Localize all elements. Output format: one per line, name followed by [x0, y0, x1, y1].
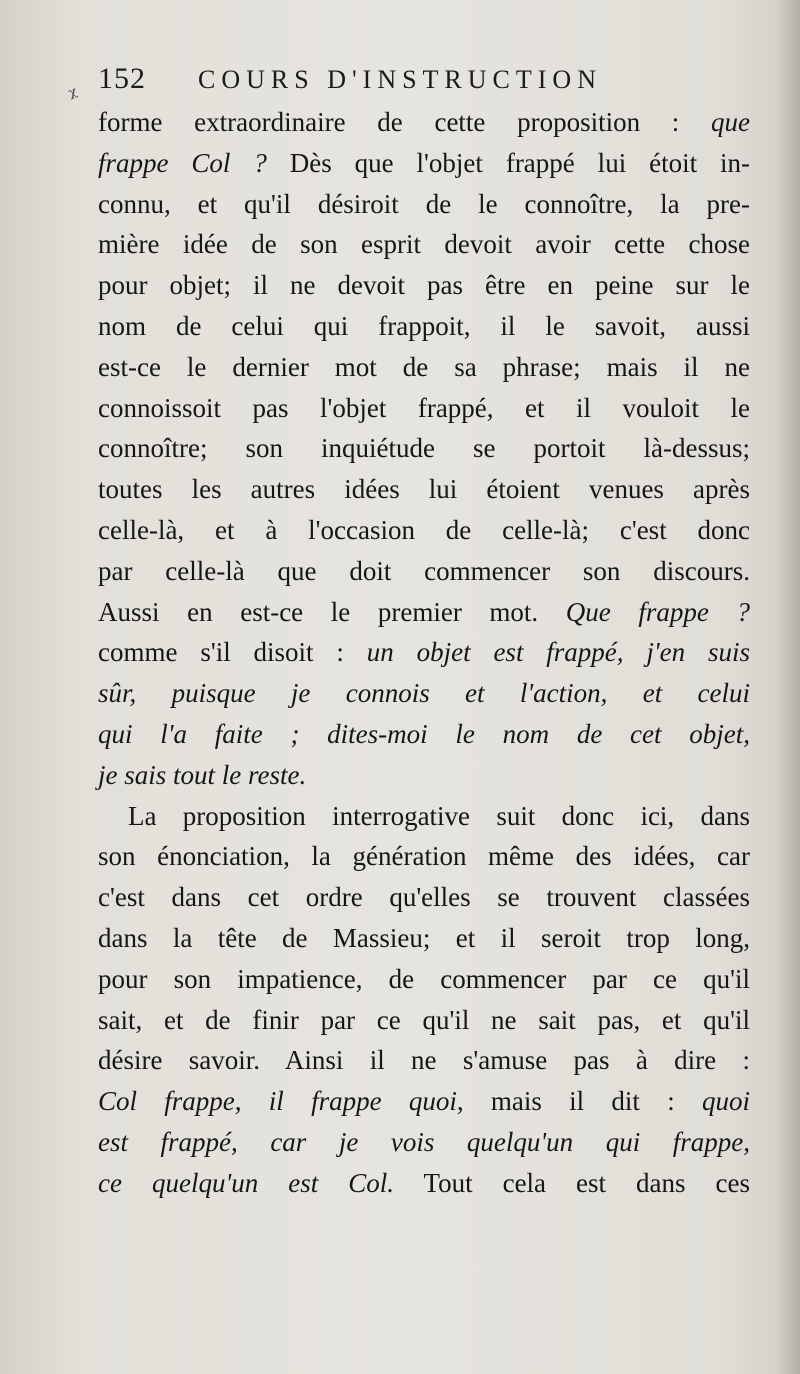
italic-segment: que — [711, 107, 750, 137]
text-segment: connoissoit pas l'objet frappé, et il vouloit le — [98, 392, 750, 423]
text-segment: La proposition interrogative suit donc ici, dans — [128, 800, 750, 831]
italic-segment: frappe Col ? — [98, 147, 267, 178]
text-segment: connu, et qu'il désiroit de le connoître, la pre- — [98, 188, 750, 219]
text-line — [98, 428, 750, 469]
text-line — [98, 632, 750, 673]
text-segment: celle-là, et à l'occasion de celle-là; c'est donc — [98, 514, 750, 545]
text-line — [98, 469, 750, 510]
text-line — [98, 1163, 750, 1204]
text-line — [98, 755, 750, 796]
text-line — [98, 224, 750, 265]
italic-segment: qui l'a faite ; dites-moi le nom de cet objet, — [98, 718, 750, 749]
text-line — [98, 1040, 750, 1081]
text-segment: c'est dans cet ordre qu'elles se trouvent classées — [98, 882, 750, 913]
text-line — [98, 673, 750, 714]
page-header — [98, 62, 678, 102]
text-line — [98, 1122, 750, 1163]
text-segment: , mais il dit : — [456, 1086, 702, 1117]
text-segment: toutes les autres idées lui étoient venues après — [98, 474, 750, 505]
italic-segment: Col frappe, il frappe quoi — [98, 1086, 457, 1117]
text-segment: est-ce le dernier mot de sa phrase; mais il ne — [98, 351, 750, 382]
running-title: COURS D'INSTRUCTION — [198, 65, 602, 94]
text-segment: forme extraordinaire de cette proposition : — [98, 107, 712, 137]
text-line — [98, 714, 750, 755]
text-segment: Aussi en est-ce le premier mot. — [98, 596, 566, 627]
text-line — [98, 877, 750, 918]
text-segment: Dès que l'objet frappé lui étoit in- — [266, 147, 750, 178]
italic-segment: est frappé, car je vois quelqu'un qui frappe, — [98, 1126, 750, 1157]
page-gutter-shadow — [776, 0, 800, 1374]
text-line — [98, 1081, 750, 1122]
text-segment: comme s'il disoit : — [98, 637, 367, 668]
text-line — [98, 143, 750, 184]
text-segment: Tout cela est dans ces — [393, 1167, 750, 1198]
text-line — [98, 592, 750, 633]
text-line — [98, 102, 750, 143]
text-segment: sait, et de finir par ce qu'il ne sait pas, et qu'il — [98, 1004, 750, 1035]
text-line — [98, 306, 750, 347]
text-segment: désire savoir. Ainsi il ne s'amuse pas à dire : — [98, 1045, 750, 1076]
italic-segment: quoi — [701, 1086, 750, 1117]
text-line — [98, 551, 750, 592]
text-line — [98, 1000, 750, 1041]
text-line — [98, 796, 750, 837]
text-line — [98, 918, 750, 959]
text-line — [98, 959, 750, 1000]
italic-segment: je sais tout le reste. — [98, 759, 307, 790]
text-segment: pour objet; il ne devoit pas être en peine sur le — [98, 270, 750, 301]
italic-segment: sûr, puisque je connois et l'action, et celui — [98, 678, 750, 709]
text-line — [98, 184, 750, 225]
text-segment: nom de celui qui frappoit, il le savoit, aussi — [98, 310, 750, 341]
italic-segment: un objet est frappé, j'en suis — [366, 637, 751, 668]
text-line — [98, 836, 750, 877]
italic-segment: Que frappe ? — [565, 596, 750, 627]
italic-segment: ce quelqu'un est Col. — [98, 1167, 394, 1198]
text-segment: mière idée de son esprit devoit avoir cette chose — [98, 229, 750, 260]
text-segment: pour son impatience, de commencer par ce qu'il — [98, 963, 750, 994]
text-segment: connoître; son inquiétude se portoit là-dessus; — [98, 433, 750, 464]
text-segment: par celle-là que doit commencer son discours. — [98, 555, 750, 586]
body-text — [98, 102, 750, 1204]
text-line — [98, 388, 750, 429]
page-number: 152 — [98, 62, 146, 95]
text-line — [98, 265, 750, 306]
margin-pencil-mark: ᵡ — [65, 83, 83, 110]
text-line — [98, 510, 750, 551]
text-line — [98, 347, 750, 388]
text-segment: son énonciation, la génération même des idées, car — [98, 841, 750, 872]
text-segment: dans la tête de Massieu; et il seroit trop long, — [98, 922, 750, 953]
